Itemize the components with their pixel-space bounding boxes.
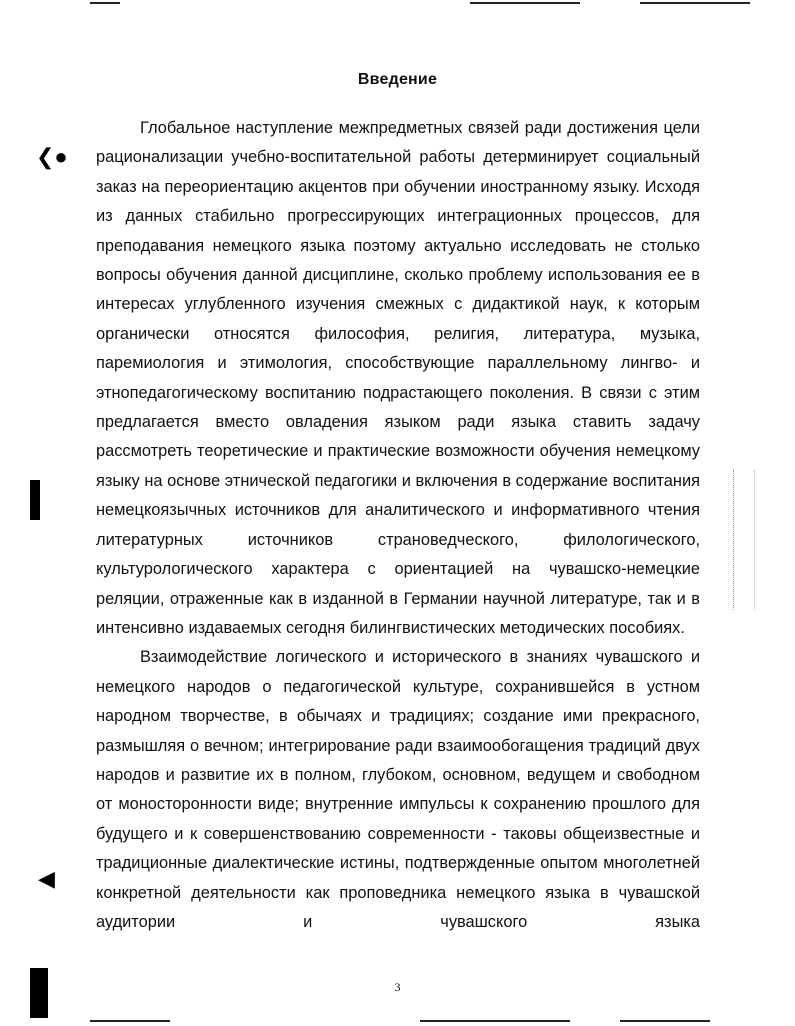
scan-artifact-bottom [620,1020,710,1022]
scan-artifact-top [470,2,580,4]
scan-artifact-edge [30,480,40,520]
scan-artifact-specks [733,470,755,610]
paragraph: Глобальное наступление межпредметных связей ради достижения цели рационализации учебно-воспитательной работы детерминирует социальный заказ на переориентацию акцентов при обучении иностранному языку. Исходя из данных стабильно прогрессирующих интеграционных процессов, для преподавания немецкого языка поэтому актуально исследовать не столько вопросы обучения данной дисциплине, сколько проблему использования ее в интересах углубленного изучения смежных с дидактикой наук, к которым органически относятся философия, религия, литература, музыка, паремиология и этимология, способствующие параллельному лингво- и этнопедагогическому воспитанию подрастающего поколения. В связи с этим предлагается вместо овладения языком ради языка ставить задачу рассмотреть теоретические и практические возможности обучения немецкому языку на основе этнической педагогики и включения в содержание воспитания немецкоязычных источников для аналитического и информативного чтения литературных источников страноведческого, филологического, культурологического характера с ориентацией на чувашско-немецкие реляции, отраженные как в изданной в Германии научной литературе, так и в интенсивно издаваемых сегодня билингвистических методических пособиях. [96,119,700,637]
scan-artifact-top [640,2,750,4]
scan-artifact-top [90,2,120,4]
page-number: 3 [394,980,401,994]
section-heading: Введение [357,71,438,88]
scan-artifact-bottom [420,1020,570,1022]
paragraph: Взаимодействие логического и исторического в знаниях чувашского и немецкого народов о педагогической культуре, сохранившейся в устном народном творчестве, в обычаях и традициях; создание ими прекрасного, размышляя о вечном; интегрирование ради взаимообогащения традиций двух народов и развитие их в полном, глубоком, основном, ведущем и свободном от моносторонности виде; внутренние импульсы к сохранению прошлого для будущего и к совершенствованию современности - таковы общеизвестные и традиционные диалектические истины, подтвержденные опытом многолетней конкретной деятельности как проповедника немецкого языка в чувашской аудитории и чувашского языка [96,648,700,931]
margin-mark: ❮● [36,144,68,169]
scan-artifact-bottom [90,1020,170,1022]
margin-mark: ◀ [38,866,55,891]
body-text [96,114,700,937]
